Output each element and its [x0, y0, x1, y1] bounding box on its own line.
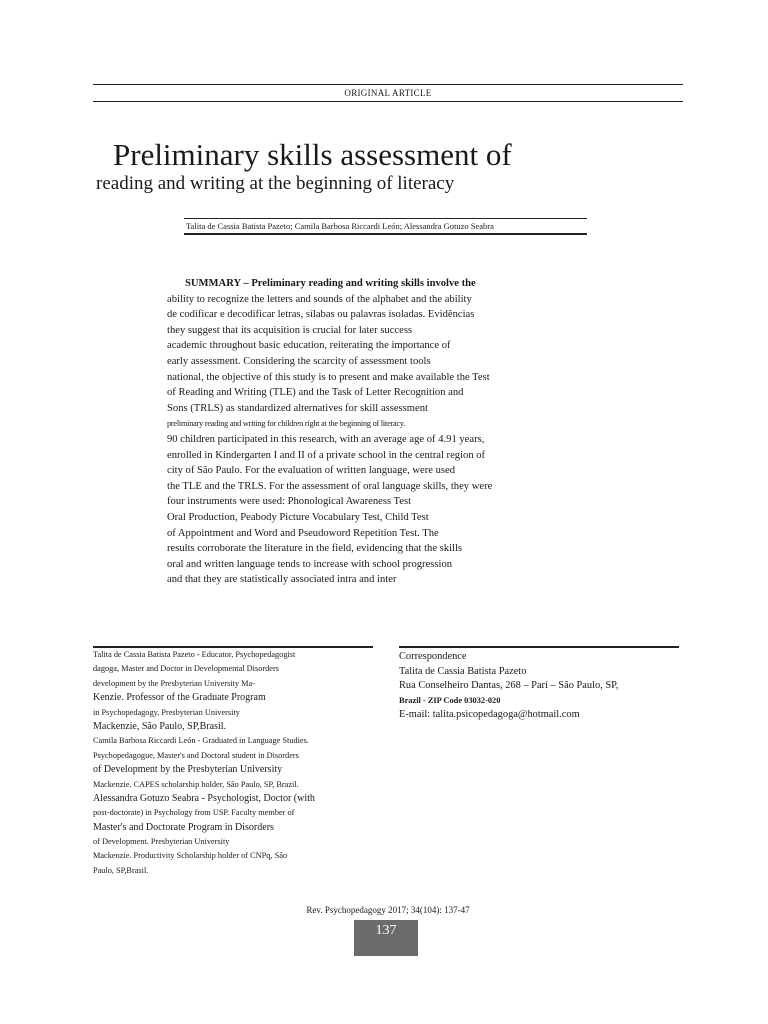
summary-line: early assessment. Considering the scarcity of assessment tools: [167, 355, 431, 367]
summary-line: four instruments were used: Phonological Awareness Test: [167, 496, 412, 508]
authors-rule-bottom: [184, 233, 587, 235]
affiliation-line: Psychopedagogue, Master's and Doctoral student in Disorders: [93, 750, 299, 760]
article-title: Preliminary skills assessment of: [113, 137, 512, 172]
summary-line: academic throughout basic education, reiterating the importance of: [167, 340, 451, 352]
correspondence-address: Rua Conselheiro Dantas, 268 – Pari – São Paulo, SP,: [399, 680, 619, 692]
affiliation-line: post-doctorate) in Psychology from USP. Faculty member of: [93, 808, 295, 818]
affiliation-line: Alessandra Gotuzo Seabra - Psychologist, Doctor (with: [93, 792, 315, 804]
article-subtitle: reading and writing at the beginning of literacy: [96, 173, 455, 194]
summary-line: 90 children participated in this research, with an average age of 4.91 years,: [167, 433, 485, 445]
affiliation-line: Mackenzie. CAPES scholarship holder, São Paulo, SP, Brazil.: [93, 779, 299, 789]
summary-line: SUMMARY – Preliminary reading and writing skills involve the: [185, 278, 476, 289]
correspondence-heading: Correspondence: [399, 651, 467, 662]
header-rule-bottom: [93, 101, 683, 102]
correspondence-zip: Brazil - ZIP Code 03032-020: [399, 695, 501, 705]
authors-rule-top: [184, 218, 587, 219]
journal-citation: Rev. Psychopedagogy 2017; 34(104): 137-47: [306, 905, 470, 915]
summary-line: of Reading and Writing (TLE) and the Task of Letter Recognition and: [167, 387, 464, 399]
affiliation-line: dagoga, Master and Doctor in Developmental Disorders: [93, 664, 279, 674]
correspondence-block: [399, 650, 689, 723]
author-list: Talita de Cassia Batista Pazeto; Camila Barbosa Riccardi León; Alessandra Gotuzo Seabra: [186, 221, 494, 231]
affiliation-line: Master's and Doctorate Program in Disorders: [93, 821, 274, 833]
summary-line: results corroborate the literature in the field, evidencing that the skills: [167, 543, 463, 555]
summary-line: enrolled in Kindergarten I and II of a private school in the central region of: [167, 449, 486, 461]
affiliation-line: Mackenzie. Productivity Scholarship holder of CNPq, São: [93, 851, 288, 861]
summary-block: [167, 276, 557, 588]
summary-line: preliminary reading and writing for children right at the beginning of literacy.: [167, 419, 406, 429]
affiliation-line: of Development. Presbyterian University: [93, 837, 230, 847]
summary-line: oral and written language tends to increase with school progression: [167, 558, 453, 570]
summary-line: the TLE and the TRLS. For the assessment of oral language skills, they were: [167, 480, 493, 492]
author-affiliations: [93, 648, 393, 878]
correspondence-name: Talita de Cassia Batista Pazeto: [399, 665, 527, 677]
summary-line: Sons (TRLS) as standardized alternatives for skill assessment: [167, 402, 428, 414]
summary-line: of Appointment and Word and Pseudoword Repetition Test. The: [167, 527, 439, 539]
section-label: ORIGINAL ARTICLE: [344, 88, 432, 98]
summary-line: ability to recognize the letters and sounds of the alphabet and the ability: [167, 293, 472, 305]
header-rule-top: [93, 84, 683, 85]
summary-line: de codificar e decodificar letras, sílabas ou palavras isoladas. Evidências: [167, 309, 475, 321]
summary-line: city of São Paulo. For the evaluation of written language, were used: [167, 465, 456, 477]
affiliation-line: Camila Barbosa Riccardi León - Graduated in Language Studies.: [93, 736, 309, 746]
affiliation-line: Kenzie. Professor of the Graduate Program: [93, 692, 266, 704]
affiliation-line: Talita de Cassia Batista Pazeto - Educator, Psychopedagogist: [93, 650, 296, 659]
affiliation-line: Mackenzie, São Paulo, SP,Brasil.: [93, 720, 227, 732]
affiliation-line: of Development by the Presbyterian University: [93, 764, 283, 776]
correspondence-email: E-mail: talita.psicopedagoga@hotmail.com: [399, 709, 580, 721]
summary-line: they suggest that its acquisition is crucial for later success: [167, 324, 413, 336]
affiliation-line: development by the Presbyterian University Ma-: [93, 678, 255, 688]
correspondence-rule: [399, 646, 679, 648]
affiliation-line: Paulo, SP,Brasil.: [93, 865, 149, 875]
summary-line: and that they are statistically associated intra and inter: [167, 574, 397, 586]
page-number: 137: [354, 920, 418, 956]
summary-line: national, the objective of this study is to present and make available the Test: [167, 371, 490, 383]
affiliation-line: in Psychopedagogy, Presbyterian University: [93, 707, 240, 717]
summary-line: Oral Production, Peabody Picture Vocabulary Test, Child Test: [167, 511, 429, 523]
